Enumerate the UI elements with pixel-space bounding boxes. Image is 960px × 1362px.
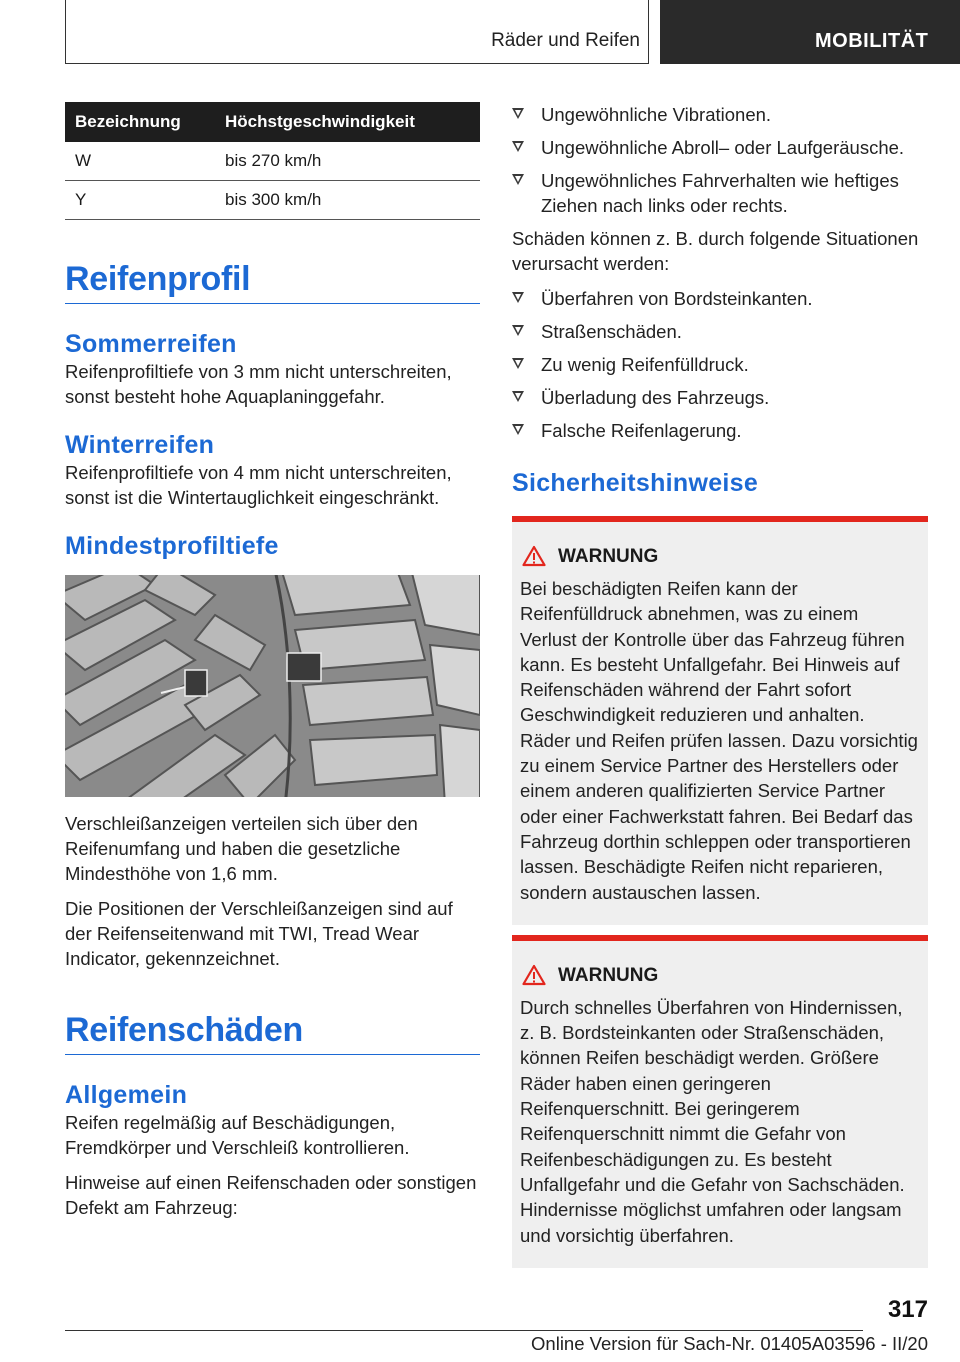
causes-list — [512, 286, 928, 443]
list-item: Überfahren von Bordsteinkanten. — [512, 286, 928, 311]
warning-text: Durch schnelles Überfahren von Hindernissen, z. B. Bordsteinkanten oder Straßenschäden, können Reifen beschädigt werden. Größere Räder haben einen geringeren Reifenquerschnitt. Bei geringerem Reifenquerschnitt nimmt die Gefahr von Reifenbeschädigungen zu. Es besteht Unfallgefahr und die Gefahr von Sachschäden. Hindernisse möglichst umfahren oder langsam und vorsichtig überfahren. — [520, 996, 905, 1246]
triangle-bullet-icon — [512, 424, 524, 435]
warning-box-1 — [512, 516, 928, 925]
list-item: Überladung des Fahrzeugs. — [512, 385, 928, 410]
table-cell: bis 270 km/h — [215, 142, 480, 181]
footer-divider — [65, 1330, 863, 1331]
triangle-bullet-icon — [512, 391, 524, 402]
list-item: Falsche Reifenlagerung. — [512, 418, 928, 443]
heading-reifenschaeden: Reifenschäden — [65, 1011, 480, 1055]
triangle-bullet-icon — [512, 141, 524, 152]
footer-text: Online Version für Sach-Nr. 01405A03596 - II/20 — [531, 1333, 928, 1354]
winterreifen-text: Reifenprofiltiefe von 4 mm nicht unterschreiten, sonst ist die Wintertauglichkeit eingeschränkt. — [65, 462, 452, 508]
speed-table — [65, 102, 480, 220]
allgemein-text-1: Reifen regelmäßig auf Beschädigungen, Fremdkörper und Verschleiß kontrollieren. — [65, 1112, 410, 1158]
causes-intro: Schäden können z. B. durch folgende Situationen verursacht werden: — [512, 228, 919, 274]
list-item: Zu wenig Reifenfülldruck. — [512, 352, 928, 377]
wear-indicator-left — [185, 670, 207, 696]
chapter-title: Räder und Reifen — [491, 30, 640, 51]
list-item: Straßenschäden. — [512, 319, 928, 344]
triangle-bullet-icon — [512, 292, 524, 303]
triangle-bullet-icon — [512, 358, 524, 369]
mindest-text-2: Die Positionen der Verschleißanzeigen sind auf der Reifenseitenwand mit TWI, Tread Wear Indicator, gekennzeichnet. — [65, 898, 453, 969]
heading-winterreifen: Winterreifen — [65, 431, 215, 459]
warning-title: WARNUNG — [520, 963, 920, 989]
section-title: MOBILITÄT — [660, 0, 960, 64]
tire-tread-illustration — [65, 575, 480, 797]
allgemein-text-2: Hinweise auf einen Reifenschaden oder sonstigen Defekt am Fahrzeug: — [65, 1172, 477, 1218]
heading-mindestprofiltiefe: Mindestprofiltiefe — [65, 532, 279, 560]
left-column — [65, 102, 480, 1220]
right-column — [512, 102, 928, 1268]
warning-triangle-icon — [522, 964, 546, 986]
table-cell: W — [65, 142, 215, 181]
heading-sicherheitshinweise: Sicherheitshinweise — [512, 469, 759, 497]
list-item: Ungewöhnliche Abroll– oder Laufgeräusche. — [512, 135, 928, 160]
table-row — [65, 181, 480, 220]
warning-title: WARNUNG — [520, 544, 920, 570]
table-header-cell: Höchstgeschwindigkeit — [215, 102, 480, 142]
table-header-cell: Bezeichnung — [65, 102, 215, 142]
warning-box-2 — [512, 935, 928, 1268]
heading-allgemein: Allgemein — [65, 1081, 188, 1109]
mindest-text-1: Verschleißanzeigen verteilen sich über den Reifenumfang und haben die gesetzliche Mindesthöhe von 1,6 mm. — [65, 813, 418, 884]
table-header-row — [65, 102, 480, 142]
warning-triangle-icon — [522, 545, 546, 567]
table-row — [65, 142, 480, 181]
hint-list — [512, 102, 928, 218]
tire-tread-figure — [65, 575, 480, 797]
table-cell: Y — [65, 181, 215, 220]
list-item: Ungewöhnliches Fahrverhalten wie heftiges Ziehen nach links oder rechts. — [512, 168, 928, 218]
triangle-bullet-icon — [512, 108, 524, 119]
wear-indicator-right — [287, 653, 321, 681]
page-number: 317 — [887, 1296, 928, 1323]
triangle-bullet-icon — [512, 174, 524, 185]
sommerreifen-text: Reifenprofiltiefe von 3 mm nicht unterschreiten, sonst besteht hohe Aquaplaninggefahr. — [65, 361, 452, 407]
heading-sommerreifen: Sommerreifen — [65, 330, 237, 358]
list-item: Ungewöhnliche Vibrationen. — [512, 102, 928, 127]
heading-reifenprofil: Reifenprofil — [65, 260, 480, 304]
table-cell: bis 300 km/h — [215, 181, 480, 220]
warning-text: Bei beschädigten Reifen kann der Reifenfülldruck abnehmen, was zu einem Verlust der Kontrolle über das Fahrzeug führen kann. Es besteht Unfallgefahr. Bei Hinweis auf Reifenschäden während der Fahrt sofort Geschwindigkeit reduzieren und anhalten. Räder und Reifen prüfen lassen. Dazu vorsichtig zu einem Service Partner des Herstellers oder einem anderen qualifizierten Service Partner oder einer Fachwerkstatt fahren. Bei Bedarf das Fahrzeug dorthin schleppen oder transportieren lassen. Beschädigte Reifen nicht reparieren, sondern austauschen lassen. — [520, 578, 918, 903]
triangle-bullet-icon — [512, 325, 524, 336]
